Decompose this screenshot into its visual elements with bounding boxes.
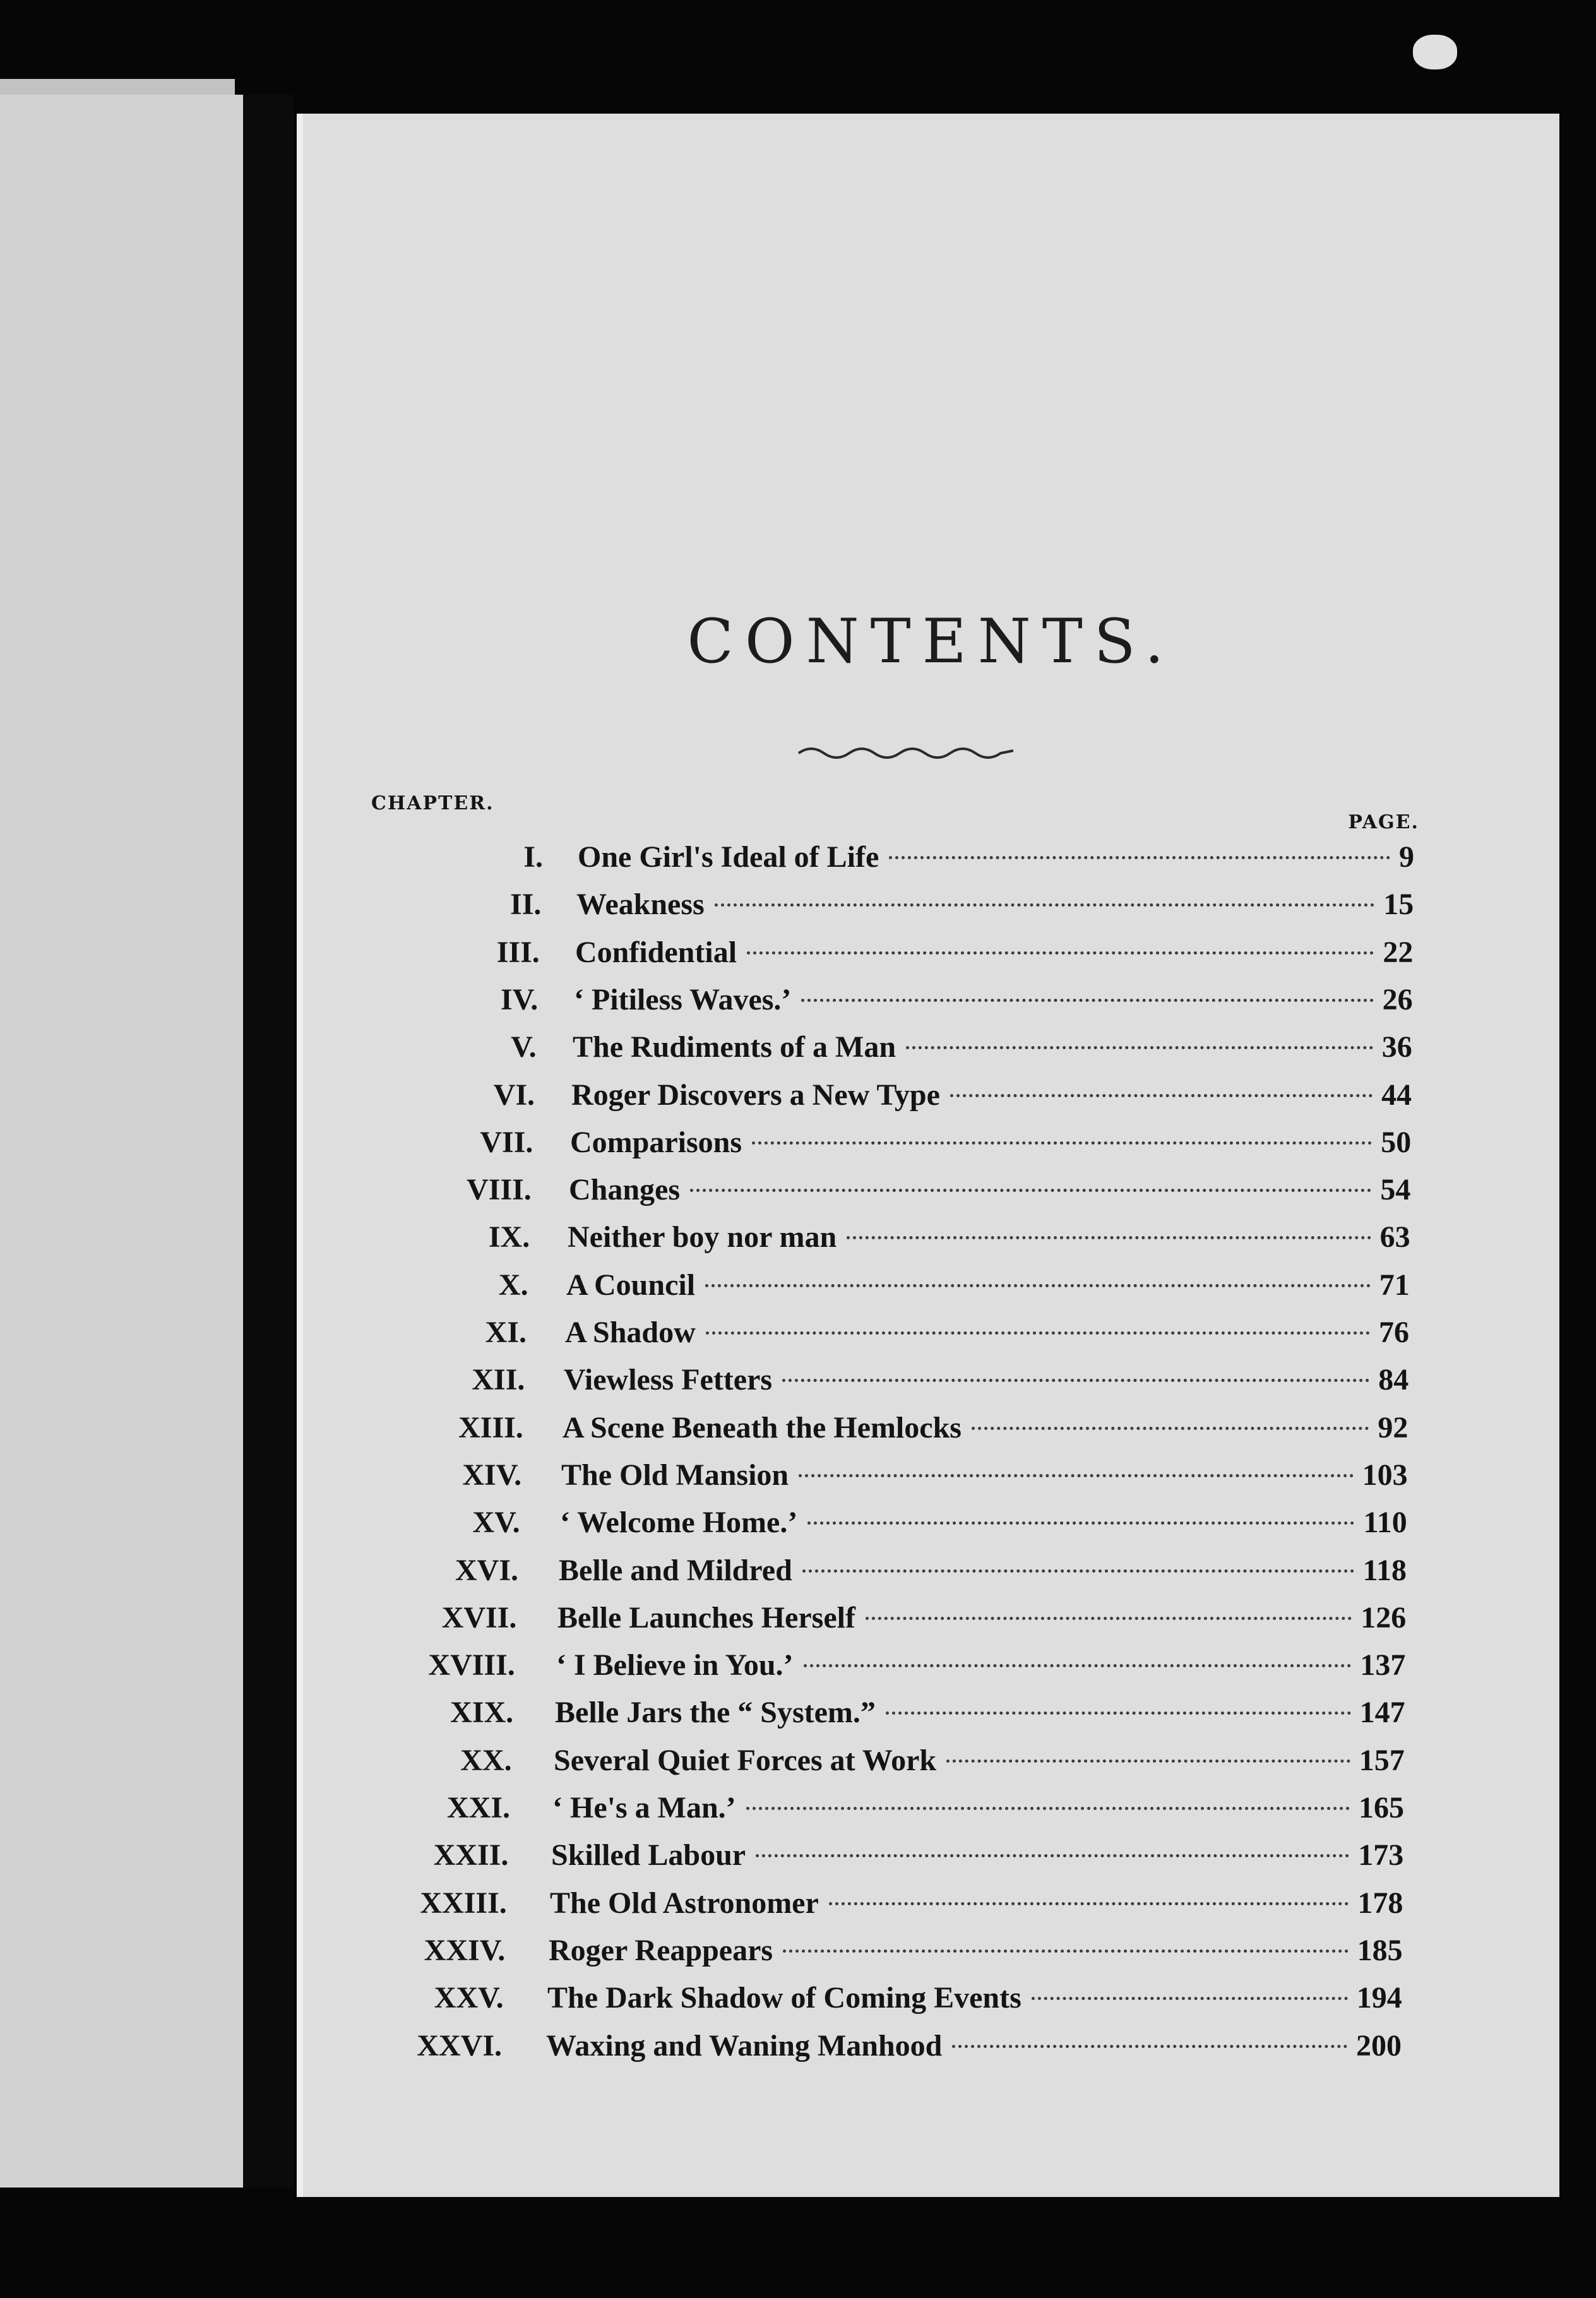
toc-entry: [303, 1974, 1559, 2021]
toc-entry: [303, 1166, 1559, 1213]
page-column-header: PAGE.: [1348, 811, 1419, 833]
dot-leader: [946, 1759, 1350, 1763]
dot-leader: [950, 1094, 1373, 1097]
chapter-line: [578, 833, 1414, 881]
chapter-number: XIV.: [462, 1458, 522, 1492]
chapter-title: The Rudiments of a Man: [573, 1030, 896, 1064]
chapter-line: [556, 1641, 1405, 1689]
chapter-title: Belle and Mildred: [559, 1553, 792, 1587]
toc-entry: [303, 1451, 1559, 1499]
chapter-line: [568, 1213, 1410, 1261]
chapter-line: [564, 1356, 1408, 1403]
paper-speck: [1413, 35, 1457, 69]
chapter-line: [555, 1689, 1405, 1736]
dot-leader: [889, 856, 1390, 859]
chapter-line: [549, 1927, 1403, 1974]
dot-leader: [804, 1664, 1352, 1667]
toc-entry: [303, 833, 1559, 881]
chapter-title: A Council: [566, 1268, 696, 1302]
page-number: 54: [1380, 1173, 1411, 1207]
flourish-ornament: [795, 742, 1016, 761]
chapter-line: [569, 1166, 1410, 1213]
page-number: 92: [1378, 1410, 1408, 1444]
chapter-number: XIII.: [458, 1410, 523, 1444]
chapter-title: A Scene Beneath the Hemlocks: [563, 1410, 962, 1444]
chapter-line: [565, 1309, 1409, 1356]
chapter-title: Skilled Labour: [551, 1838, 746, 1872]
chapter-title: Waxing and Waning Manhood: [546, 2028, 943, 2063]
chapter-title: Roger Reappears: [549, 1933, 773, 1967]
chapter-title: Comparisons: [570, 1125, 742, 1159]
dot-leader: [756, 1854, 1349, 1857]
chapter-number: XXII.: [433, 1838, 509, 1872]
chapter-line: [559, 1547, 1407, 1594]
chapter-line: [573, 1023, 1412, 1071]
chapter-number: XVI.: [455, 1553, 518, 1587]
dot-leader: [799, 1474, 1354, 1477]
chapter-number: II.: [510, 888, 542, 922]
dot-leader: [783, 1950, 1349, 1953]
toc-entry: [303, 1927, 1559, 1974]
page-number: 63: [1379, 1220, 1410, 1254]
chapter-title: Neither boy nor man: [568, 1220, 837, 1254]
chapter-column-header: CHAPTER.: [371, 792, 494, 814]
toc-entry: [303, 1641, 1559, 1689]
page-title: CONTENTS.: [687, 606, 1176, 677]
chapter-line: [574, 976, 1413, 1023]
dot-leader: [747, 951, 1374, 955]
chapter-line: [570, 1119, 1411, 1166]
page-number: 110: [1363, 1506, 1407, 1540]
page-number: 178: [1357, 1886, 1403, 1920]
chapter-title: Several Quiet Forces at Work: [554, 1743, 937, 1777]
chapter-number: VI.: [493, 1078, 535, 1112]
dot-leader: [807, 1521, 1354, 1525]
page-number: 137: [1360, 1648, 1406, 1682]
page-number: 15: [1383, 888, 1414, 922]
contents-page: [297, 114, 1559, 2197]
dot-leader: [802, 1569, 1354, 1573]
dot-leader: [705, 1284, 1371, 1287]
page-number: 103: [1362, 1458, 1408, 1492]
toc-entry: [303, 1784, 1559, 1831]
chapter-number: XXIII.: [420, 1886, 507, 1920]
dot-leader: [746, 1807, 1350, 1810]
chapter-line: [550, 1879, 1403, 1927]
page-number: 22: [1383, 935, 1414, 969]
page-number: 71: [1379, 1268, 1410, 1302]
dot-leader: [866, 1617, 1352, 1620]
chapter-title: Belle Jars the “ System.”: [555, 1696, 876, 1730]
chapter-number: XXI.: [446, 1791, 510, 1825]
toc-entry: [303, 1689, 1559, 1736]
dot-leader: [829, 1902, 1349, 1905]
page-number: 200: [1356, 2028, 1402, 2063]
dot-leader: [972, 1427, 1369, 1430]
page-number: 84: [1378, 1363, 1409, 1397]
toc-entry: [303, 2022, 1559, 2069]
page-number: 50: [1381, 1125, 1412, 1159]
page-number: 118: [1362, 1553, 1407, 1587]
chapter-line: [566, 1261, 1410, 1309]
chapter-title: The Old Mansion: [561, 1458, 789, 1492]
chapter-line: [552, 1784, 1404, 1831]
chapter-title: One Girl's Ideal of Life: [578, 840, 879, 874]
dot-leader: [1032, 1997, 1348, 2000]
toc-entry: [303, 1547, 1559, 1594]
chapter-title: Belle Launches Herself: [557, 1600, 855, 1634]
chapter-line: [575, 929, 1413, 976]
page-number: 44: [1381, 1078, 1412, 1112]
dot-leader: [801, 999, 1373, 1002]
page-number: 165: [1359, 1791, 1404, 1825]
toc-entry: [303, 1737, 1559, 1784]
toc-entry: [303, 929, 1559, 976]
dot-leader: [847, 1236, 1371, 1239]
chapter-number: XV.: [472, 1506, 520, 1540]
chapter-title: ‘ Welcome Home.’: [560, 1506, 798, 1540]
chapter-title: Weakness: [576, 888, 705, 922]
dot-leader: [782, 1379, 1369, 1382]
page-number: 194: [1356, 1981, 1402, 2015]
chapter-title: ‘ Pitiless Waves.’: [574, 982, 792, 1016]
chapter-number: III.: [496, 935, 540, 969]
chapter-number: XI.: [485, 1316, 527, 1349]
dot-leader: [715, 903, 1374, 907]
toc-entry: [303, 1071, 1559, 1119]
toc-entry: [303, 881, 1559, 928]
dot-leader: [952, 2045, 1347, 2048]
chapter-title: ‘ He's a Man.’: [552, 1791, 736, 1825]
page-number: 147: [1359, 1696, 1405, 1730]
page-number: 185: [1357, 1933, 1403, 1967]
chapter-number: XX.: [460, 1743, 512, 1777]
page-number: 9: [1399, 840, 1414, 874]
chapter-number: XXV.: [434, 1981, 504, 2015]
chapter-title: The Dark Shadow of Coming Events: [547, 1981, 1021, 2015]
chapter-number: XVII.: [441, 1600, 517, 1634]
facing-page: [0, 95, 247, 2188]
page-number: 173: [1358, 1838, 1404, 1872]
toc-entry: [303, 1831, 1559, 1879]
chapter-title: Viewless Fetters: [564, 1363, 773, 1397]
chapter-line: [557, 1594, 1406, 1641]
dot-leader: [752, 1141, 1372, 1145]
page-number: 26: [1382, 982, 1413, 1016]
chapter-number: XII.: [472, 1363, 525, 1397]
chapter-number: VII.: [480, 1125, 533, 1159]
chapter-line: [546, 2022, 1402, 2069]
chapter-line: [554, 1737, 1405, 1784]
chapter-line: [547, 1974, 1402, 2021]
book-gutter: [243, 95, 294, 2188]
chapter-number: IV.: [501, 982, 539, 1016]
toc-entry: [303, 1879, 1559, 1927]
toc-entry: [303, 976, 1559, 1023]
chapter-line: [576, 881, 1414, 928]
chapter-line: [551, 1831, 1403, 1879]
chapter-number: V.: [511, 1030, 537, 1064]
toc-entry: [303, 1213, 1559, 1261]
chapter-number: XVIII.: [428, 1648, 515, 1682]
chapter-title: Changes: [569, 1173, 681, 1207]
chapter-line: [571, 1071, 1412, 1119]
chapter-title: ‘ I Believe in You.’: [556, 1648, 794, 1682]
chapter-title: The Old Astronomer: [550, 1886, 819, 1920]
chapter-number: VIII.: [467, 1173, 532, 1207]
chapter-line: [560, 1499, 1407, 1546]
chapter-title: Roger Discovers a New Type: [571, 1078, 940, 1112]
chapter-number: IX.: [488, 1220, 530, 1254]
dot-leader: [906, 1046, 1373, 1049]
toc-entry: [303, 1356, 1559, 1403]
chapter-number: XXIV.: [424, 1933, 506, 1967]
dot-leader: [706, 1331, 1370, 1335]
toc-entry: [303, 1499, 1559, 1546]
dot-leader: [886, 1712, 1351, 1715]
chapter-number: XXVI.: [417, 2028, 502, 2063]
toc-entry: [303, 1119, 1559, 1166]
chapter-number: I.: [523, 840, 543, 874]
page-number: 76: [1379, 1316, 1409, 1349]
chapter-line: [561, 1451, 1408, 1499]
page-number: 36: [1381, 1030, 1412, 1064]
chapter-title: A Shadow: [565, 1316, 696, 1349]
dot-leader: [690, 1189, 1371, 1192]
chapter-number: X.: [498, 1268, 528, 1302]
toc-entry: [303, 1023, 1559, 1071]
toc-entry: [303, 1261, 1559, 1309]
toc-entry: [303, 1404, 1559, 1451]
page-number: 157: [1359, 1743, 1405, 1777]
chapter-line: [563, 1404, 1408, 1451]
chapter-title: Confidential: [575, 935, 737, 969]
page-number: 126: [1361, 1600, 1407, 1634]
toc-entry: [303, 1594, 1559, 1641]
toc-entry: [303, 1309, 1559, 1356]
chapter-number: XIX.: [450, 1696, 514, 1730]
